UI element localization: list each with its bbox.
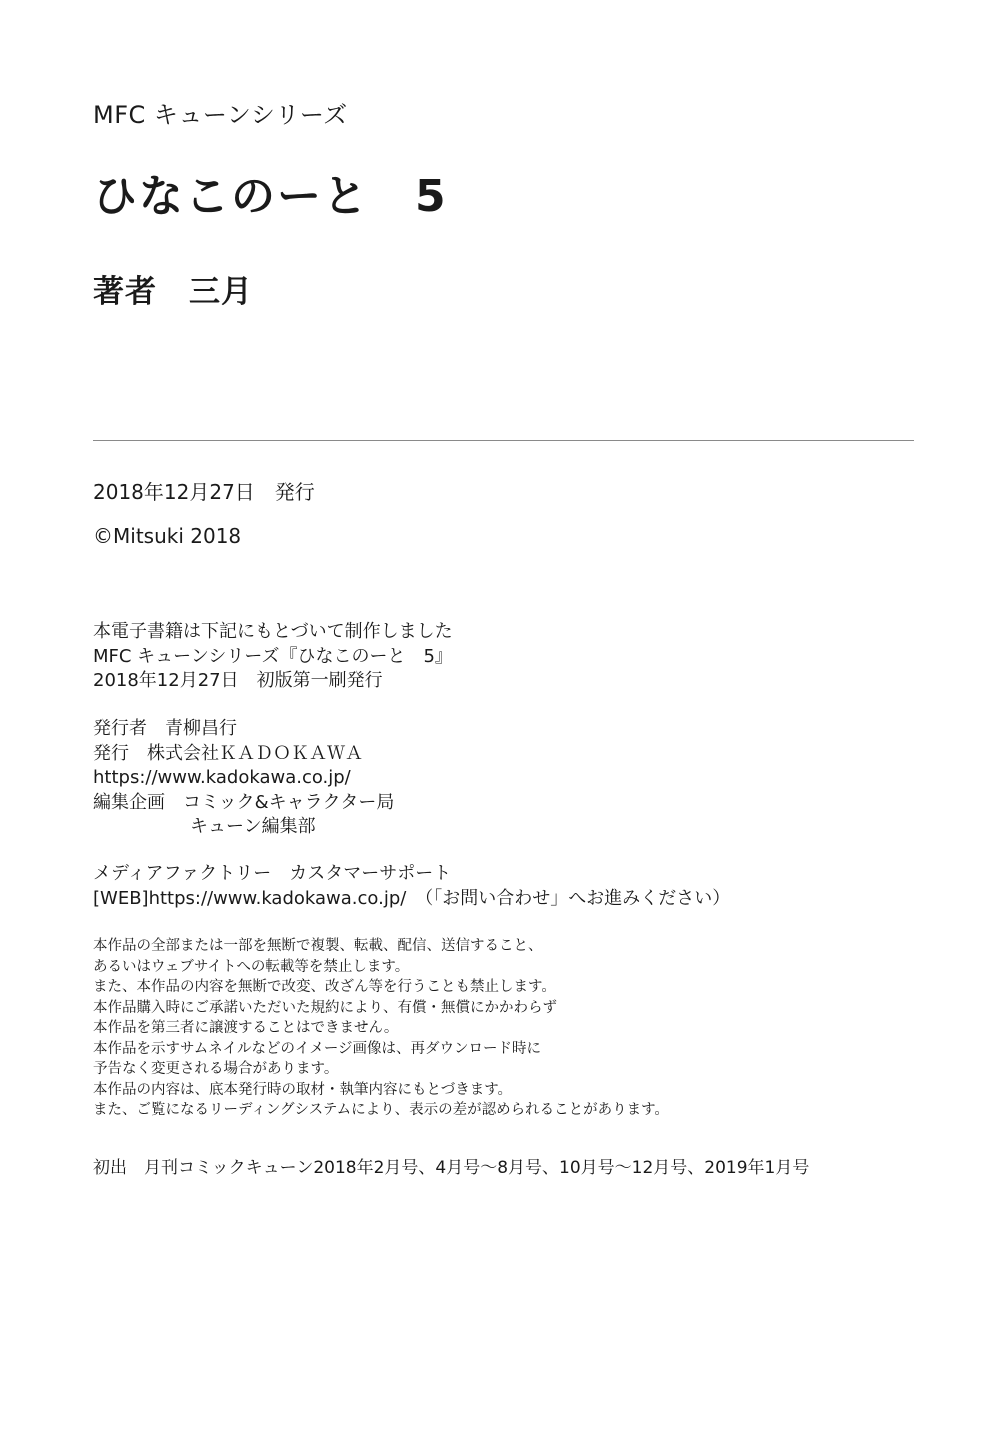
first-publication: 初出 月刊コミックキューン2018年2月号、4月号〜8月号、10月号〜12月号、2019年1月号 <box>93 1158 810 1178</box>
notice-line: 本作品の全部または一部を無断で複製、転載、配信、送信すること、 <box>93 938 543 954</box>
editorial-department: キューン編集部 <box>190 816 316 837</box>
notice-line: 本作品を第三者に譲渡することはできません。 <box>93 1020 399 1036</box>
source-line: MFC キューンシリーズ『ひなこのーと 5』 <box>93 645 453 667</box>
support-web: [WEB]https://www.kadokawa.co.jp/ （「お問い合わせ」へお進みください） <box>93 887 731 909</box>
source-line: 本電子書籍は下記にもとづいて制作しました <box>93 621 453 642</box>
author-credit: 著者 三月 <box>93 274 253 310</box>
book-title: ひなこのーと 5 <box>93 171 448 222</box>
divider-rule <box>93 440 914 441</box>
notice-line: また、本作品の内容を無断で改変、改ざん等を行うことも禁止します。 <box>93 979 556 995</box>
publication-date: 2018年12月27日 発行 <box>93 480 315 504</box>
publisher-company: 発行 株式会社ＫＡＤＯＫＡＷＡ <box>93 742 363 764</box>
notice-line: 本作品を示すサムネイルなどのイメージ画像は、再ダウンロード時に <box>93 1040 542 1057</box>
publisher-person: 発行者 青柳昌行 <box>93 718 237 739</box>
publisher-url: https://www.kadokawa.co.jp/ <box>93 767 351 788</box>
source-line: 2018年12月27日 初版第一刷発行 <box>93 670 383 691</box>
copyright-notice: ©Mitsuki 2018 <box>93 524 242 548</box>
series-name: MFC キューンシリーズ <box>93 101 348 129</box>
legal-notice-block <box>93 936 669 1121</box>
notice-line: あるいはウェブサイトへの転載等を禁止します。 <box>93 958 410 975</box>
publisher-block <box>93 717 394 840</box>
notice-line: また、ご覧になるリーディングシステムにより、表示の差が認められることがあります。 <box>93 1102 669 1118</box>
customer-support-block <box>93 862 730 911</box>
source-edition-block <box>93 620 453 694</box>
support-title: メディアファクトリー カスタマーサポート <box>93 863 452 884</box>
notice-line: 予告なく変更される場合があります。 <box>93 1061 339 1077</box>
notice-line: 本作品の内容は、底本発行時の取材・執筆内容にもとづきます。 <box>93 1081 513 1098</box>
editorial-division: 編集企画 コミック&キャラクター局 <box>93 791 395 813</box>
notice-line: 本作品購入時にご承諾いただいた規約により、有償・無償にかかわらず <box>93 999 557 1016</box>
